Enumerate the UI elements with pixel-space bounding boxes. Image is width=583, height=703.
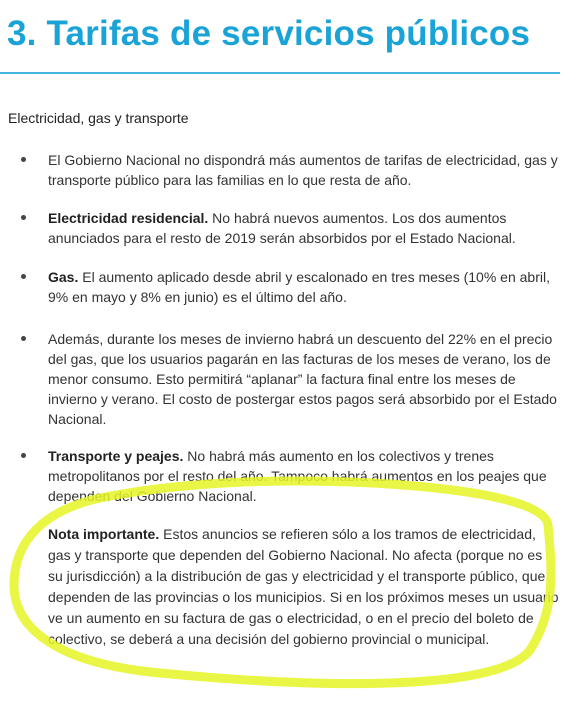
item-text: No habrá nuevos aumentos. Los dos aumentos anunciados para el resto de 2019 serán absorbidos por el Estado Nacional.: [48, 210, 516, 246]
list-item: [48, 208, 558, 248]
item-text: El aumento aplicado desde abril y escalonado en tres meses (10% en abril, 9% en mayo y 8% en junio) es el último del año.: [48, 269, 550, 305]
note-text: Estos anuncios se refieren sólo a los tramos de electricidad, gas y transporte que dependen del Gobierno Nacional. No afecta (porque no es su jurisdicción) a la distribución de gas y electricidad y el transporte público, que dependen de las provincias o los municipios. Si en los próximos meses un usuario ve un aumento en su factura de gas o electricidad, o en el precio del boleto de colectivo, se deberá a una decisión del gobierno provincial o municipal.: [48, 526, 559, 647]
bullet: [21, 453, 26, 458]
item-text: Además, durante los meses de invierno habrá un descuento del 22% en el precio del gas, que los usuarios pagarán en las facturas de los meses de verano, los de menor consumo. Esto permitirá “aplanar” la factura final entre los meses de invierno y verano. El costo de postergar estos pagos será absorbido por el Estado Nacional.: [48, 331, 557, 427]
bullet: [21, 336, 26, 341]
item-text: No habrá más aumento en los colectivos y trenes metropolitanos por el resto del año. Tampoco habrá aumentos en los peajes que dependen del Gobierno Nacional.: [48, 448, 547, 504]
section-title: 3. Tarifas de servicios públicos: [7, 14, 531, 53]
bullet: [21, 215, 26, 220]
note-bold-lead: Nota importante.: [48, 526, 160, 542]
title-divider: [0, 72, 560, 74]
list-item: [48, 329, 558, 429]
subheading: Electricidad, gas y transporte: [8, 110, 189, 126]
bullet: [21, 157, 26, 162]
list-item: [48, 267, 558, 307]
important-note: [48, 524, 560, 650]
item-text: El Gobierno Nacional no dispondrá más aumentos de tarifas de electricidad, gas y transporte público para las familias en lo que resta de año.: [48, 152, 558, 188]
item-bold-lead: Gas.: [48, 269, 79, 285]
bullet: [21, 274, 26, 279]
item-bold-lead: Electricidad residencial.: [48, 210, 209, 226]
list-item: [48, 150, 558, 190]
item-bold-lead: Transporte y peajes.: [48, 448, 184, 464]
list-item: [48, 446, 558, 506]
